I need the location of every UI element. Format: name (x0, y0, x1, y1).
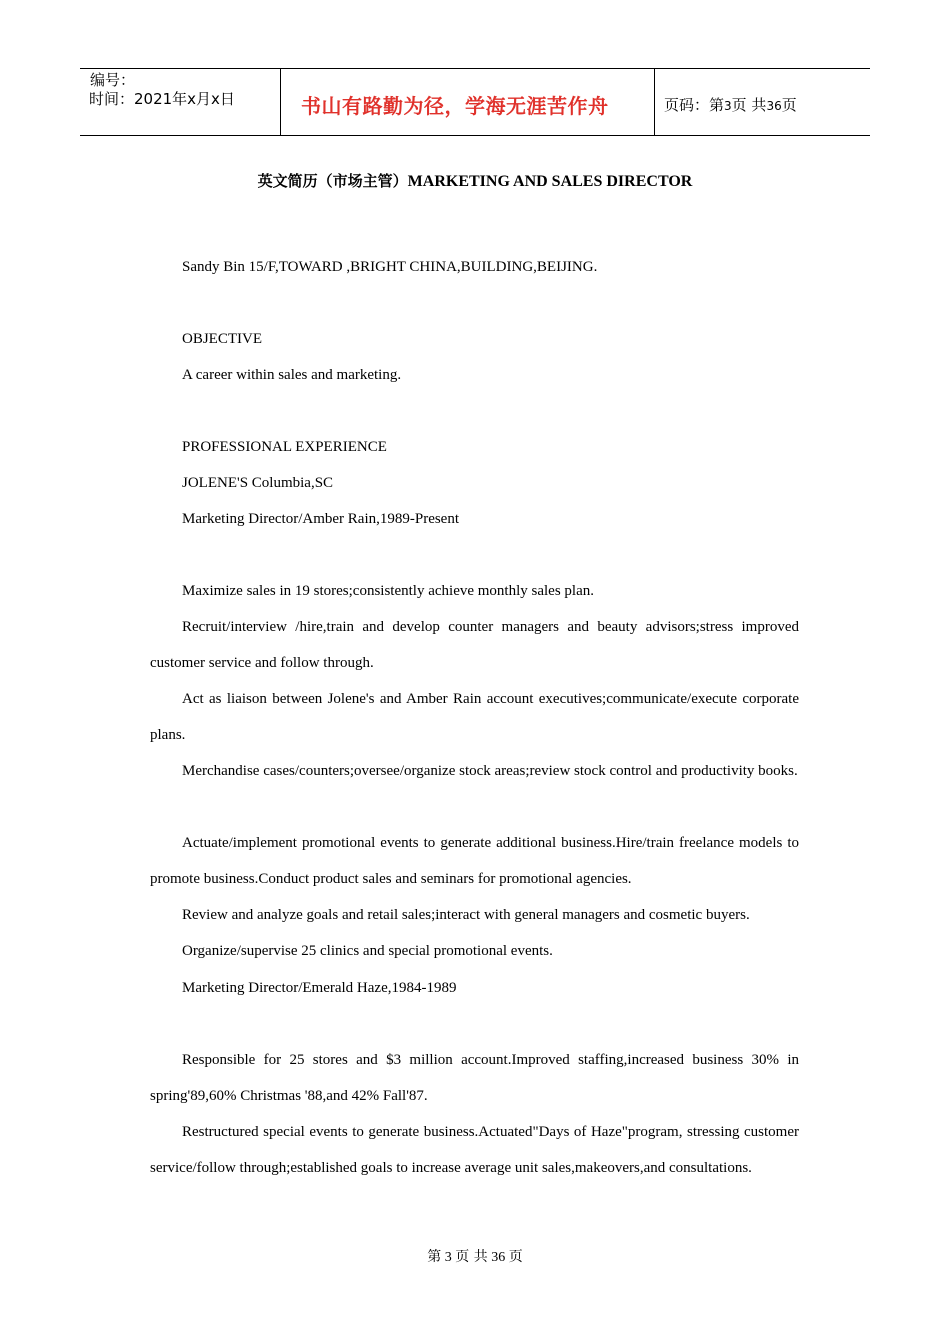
position-title-1: Marketing Director/Amber Rain,1989-Present (182, 511, 460, 527)
header-meta-cell (80, 69, 281, 135)
date-label: 时间：2021年x月x日 (89, 90, 235, 108)
duty-paragraph: Restructured special events to generate business.Actuated"Days of Haze"program, stressing customer service/follow through;established goals to increase average unit sales,makeovers,and consultations. (150, 1124, 799, 1176)
objective-text: A career within sales and marketing. (182, 367, 402, 383)
duty-paragraph: Recruit/interview /hire,train and develop counter managers and beauty advisors;stress improved customer service and follow through. (150, 619, 799, 671)
experience-heading: PROFESSIONAL EXPERIENCE (182, 439, 387, 455)
footer-page-total: 36 (491, 1250, 506, 1265)
duty-paragraph: Responsible for 25 stores and $3 million account.Improved staffing,increased business 30% in spring'89,60% Christmas '88,and 42% Fall'87. (150, 1052, 799, 1104)
footer-page-current: 3 (444, 1250, 452, 1265)
duty-paragraph: Act as liaison between Jolene's and Amber Rain account executives;communicate/execute corporate plans. (150, 691, 799, 743)
page-footer: 第 3 页 共 36 页 (427, 1249, 523, 1265)
header-page-total: 36 (766, 99, 782, 113)
duty-paragraph: Maximize sales in 19 stores;consistently achieve monthly sales plan. (182, 583, 594, 599)
address-line: Sandy Bin 15/F,TOWARD ,BRIGHT CHINA,BUILDING,BEIJING. (182, 259, 598, 275)
header-page-info: 页码：第3页 共36页 (664, 96, 797, 114)
document-title (0, 170, 950, 191)
duty-paragraph: Actuate/implement promotional events to generate additional business.Hire/train freelance models to promote business.Conduct product sales and seminars for promotional agencies. (150, 835, 799, 887)
motto-text: 书山有路勤为径，学海无涯苦作舟 (301, 94, 609, 118)
objective-heading: OBJECTIVE (182, 331, 262, 347)
title-english: MARKETING AND SALES DIRECTOR (407, 173, 693, 190)
header-motto-cell (281, 69, 655, 135)
number-label: 编号： (90, 71, 136, 89)
duty-paragraph: Merchandise cases/counters;oversee/organize stock areas;review stock control and productivity books. (182, 763, 798, 779)
header-page-cell (655, 69, 870, 135)
page-header (80, 68, 870, 136)
position-title-2: Marketing Director/Emerald Haze,1984-1989 (182, 980, 457, 996)
header-page-current: 3 (724, 99, 732, 113)
title-chinese: 英文简历（市场主管） (257, 172, 408, 190)
duty-paragraph: Review and analyze goals and retail sales;interact with general managers and cosmetic buyers. (182, 907, 750, 923)
duty-paragraph: Organize/supervise 25 clinics and special promotional events. (182, 943, 553, 959)
employer-line: JOLENE'S Columbia,SC (182, 475, 334, 491)
